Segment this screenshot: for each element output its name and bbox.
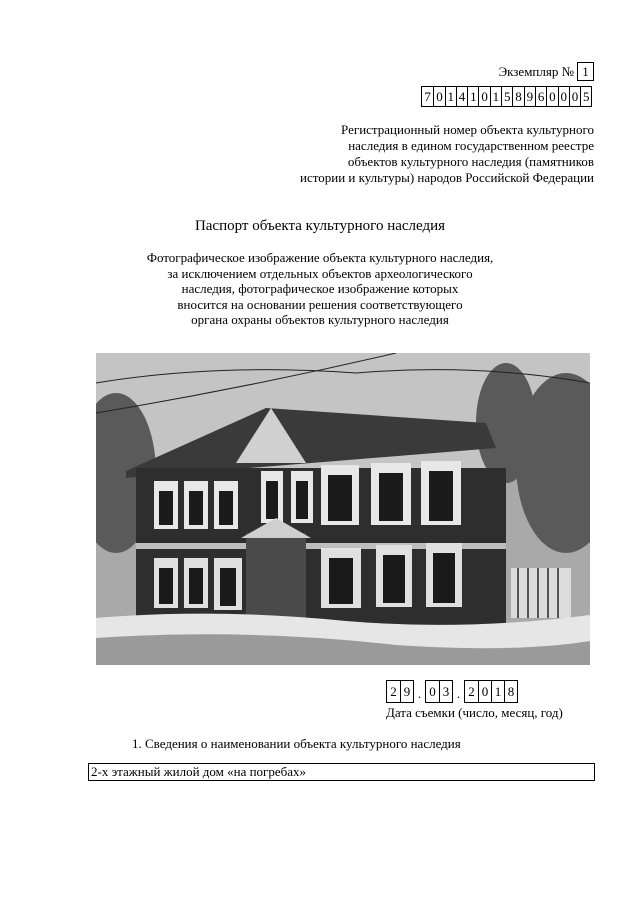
shooting-date-label: Дата съемки (число, месяц, год) bbox=[386, 705, 563, 720]
reg-digit: 6 bbox=[535, 87, 546, 106]
section-heading: 1. Сведения о наименовании объекта культурного наследия bbox=[132, 736, 461, 751]
reg-digit: 8 bbox=[512, 87, 523, 106]
registration-number bbox=[421, 86, 592, 107]
reg-digit: 5 bbox=[580, 87, 591, 106]
instance-number-box: 1 bbox=[577, 62, 594, 81]
reg-digit: 4 bbox=[456, 87, 467, 106]
date-separator: . bbox=[456, 686, 461, 701]
date-digit: 2 bbox=[390, 684, 397, 699]
building-photo bbox=[96, 353, 590, 665]
date-digit: 0 bbox=[478, 681, 491, 702]
registration-description bbox=[264, 122, 594, 186]
date-digit: 3 bbox=[439, 681, 452, 702]
reg-digit: 0 bbox=[569, 87, 580, 106]
reg-desc-line: истории и культуры) народов Российской Федерации bbox=[300, 170, 594, 185]
page-title: Паспорт объекта культурного наследия bbox=[194, 218, 446, 234]
instance-label: Экземпляр № bbox=[498, 64, 574, 79]
reg-digit: 5 bbox=[501, 87, 512, 106]
photo-note-line: Фотографическое изображение объекта культурного наследия, bbox=[146, 250, 494, 265]
date-year bbox=[464, 680, 518, 703]
reg-desc-line: наследия в едином государственном реестре bbox=[348, 138, 594, 153]
date-digit: 9 bbox=[400, 681, 413, 702]
reg-digit: 1 bbox=[445, 87, 456, 106]
shooting-date bbox=[386, 680, 518, 703]
building-photo-drawing bbox=[96, 353, 590, 665]
photo-note-line: за исключением отдельных объектов археологического bbox=[167, 265, 473, 281]
object-name-field: 2-х этажный жилой дом «на погребах» bbox=[88, 763, 595, 781]
reg-desc-line: объектов культурного наследия (памятников bbox=[347, 154, 594, 169]
photo-note-line: наследия, фотографическое изображение которых bbox=[181, 281, 459, 296]
date-month bbox=[425, 680, 453, 703]
reg-digit: 7 bbox=[424, 89, 431, 104]
date-digit: 2 bbox=[468, 684, 475, 699]
photo-note bbox=[140, 250, 500, 328]
reg-digit: 1 bbox=[467, 87, 478, 106]
photo-note-line: вносится на основании решения соответствующего bbox=[177, 296, 463, 312]
date-day bbox=[386, 680, 414, 703]
reg-digit: 0 bbox=[558, 87, 569, 106]
date-digit: 8 bbox=[504, 681, 517, 702]
reg-digit: 0 bbox=[433, 87, 444, 106]
date-separator: . bbox=[417, 686, 422, 701]
photo-note-line: органа охраны объектов культурного наследия bbox=[191, 312, 449, 327]
reg-desc-line: Регистрационный номер объекта культурного bbox=[341, 122, 594, 137]
date-digit: 1 bbox=[491, 681, 504, 702]
reg-digit: 0 bbox=[546, 87, 557, 106]
reg-digit: 1 bbox=[490, 87, 501, 106]
reg-digit: 9 bbox=[524, 87, 535, 106]
reg-digit: 0 bbox=[478, 87, 489, 106]
date-digit: 0 bbox=[429, 684, 436, 699]
